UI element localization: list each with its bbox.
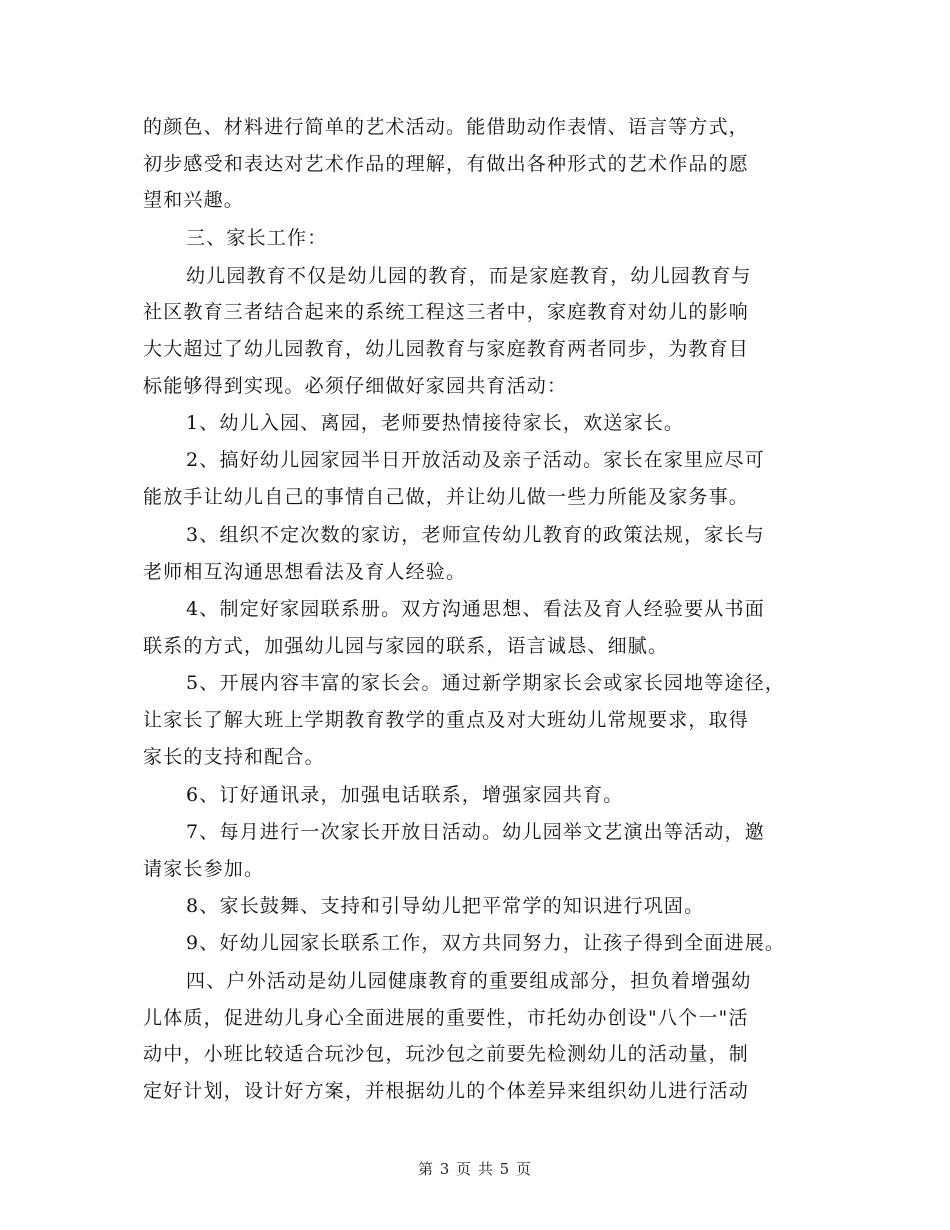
list-item: 1、幼儿入园、离园，老师要热情接待家长，欢送家长。 bbox=[186, 412, 685, 434]
text-line: 的颜色、材料进行简单的艺术活动。能借助动作表情、语言等方式， bbox=[143, 116, 750, 138]
text-line: 动中，小班比较适合玩沙包，玩沙包之前要先检测幼儿的活动量，制 bbox=[143, 1043, 750, 1065]
list-item: 7、每月进行一次家长开放日活动。幼儿园举文艺演出等活动，邀 bbox=[186, 821, 765, 843]
text-line: 标能够得到实现。必须仔细做好家园共育活动： bbox=[143, 375, 568, 397]
page-number: 第 3 页 共 5 页 bbox=[418, 1160, 532, 1178]
section-heading: 三、家长工作： bbox=[186, 227, 328, 249]
text-line: 家长的支持和配合。 bbox=[143, 746, 325, 768]
list-item: 3、组织不定次数的家访，老师宣传幼儿教育的政策法规，家长与 bbox=[186, 524, 765, 546]
text-line: 能放手让幼儿自己的事情自己做，并让幼儿做一些力所能及家务事。 bbox=[143, 486, 750, 508]
text-line: 社区教育三者结合起来的系统工程这三者中，家庭教育对幼儿的影响 bbox=[143, 301, 750, 323]
text-line: 联系的方式，加强幼儿园与家园的联系，语言诚恳、细腻。 bbox=[143, 635, 669, 657]
section-heading: 四、户外活动是幼儿园健康教育的重要组成部分，担负着增强幼 bbox=[186, 970, 752, 992]
list-item: 8、家长鼓舞、支持和引导幼儿把平常学的知识进行巩固。 bbox=[186, 895, 705, 917]
list-item: 5、开展内容丰富的家长会。通过新学期家长会或家长园地等途径， bbox=[186, 672, 786, 694]
text-line: 让家长了解大班上学期教育教学的重点及对大班幼儿常规要求，取得 bbox=[143, 709, 750, 731]
text-line: 初步感受和表达对艺术作品的理解，有做出各种形式的艺术作品的愿 bbox=[143, 153, 750, 175]
list-item: 6、订好通讯录，加强电话联系，增强家园共育。 bbox=[186, 784, 624, 806]
text-line: 幼儿园教育不仅是幼儿园的教育，而是家庭教育，幼儿园教育与 bbox=[186, 265, 752, 287]
text-line: 儿体质，促进幼儿身心全面进展的重要性，市托幼办创设"八个一"活 bbox=[143, 1007, 749, 1029]
text-line: 请家长参加。 bbox=[143, 858, 265, 880]
text-line: 老师相互沟通思想看法及育人经验。 bbox=[143, 561, 467, 583]
list-item: 2、搞好幼儿园家园半日开放活动及亲子活动。家长在家里应尽可 bbox=[186, 449, 765, 471]
text-line: 定好计划，设计好方案，并根据幼儿的个体差异来组织幼儿进行活动 bbox=[143, 1080, 750, 1102]
list-item: 9、好幼儿园家长联系工作，双方共同努力，让孩子得到全面进展。 bbox=[186, 932, 786, 954]
list-item: 4、制定好家园联系册。双方沟通思想、看法及育人经验要从书面 bbox=[186, 598, 765, 620]
text-line: 望和兴趣。 bbox=[143, 189, 245, 211]
text-line: 大大超过了幼儿园教育，幼儿园教育与家庭教育两者同步，为教育目 bbox=[143, 338, 750, 360]
